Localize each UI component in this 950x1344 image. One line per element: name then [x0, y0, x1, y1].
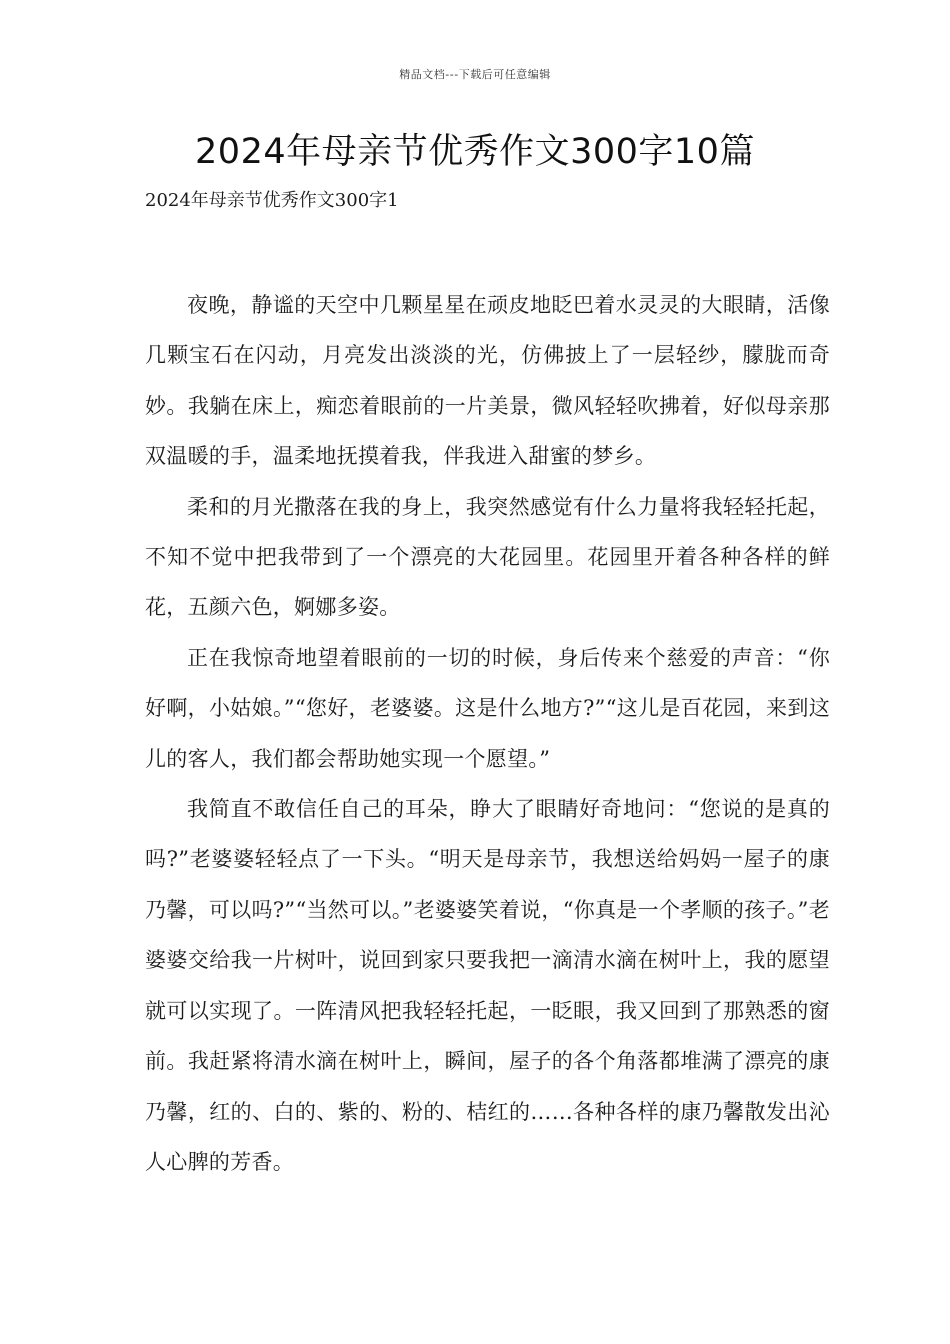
article-body [145, 280, 830, 1187]
document-title: 2024年母亲节优秀作文300字10篇 [195, 132, 755, 172]
paragraph: 夜晚，静谧的天空中几颗星星在顽皮地眨巴着水灵灵的大眼睛，活像几颗宝石在闪动，月亮发出淡淡的光，仿佛披上了一层轻纱，朦胧而奇妙。我躺在床上，痴恋着眼前的一片美景，微风轻轻吹拂着，好似母亲那双温暖的手，温柔地抚摸着我，伴我进入甜蜜的梦乡。 [145, 293, 830, 469]
paragraph: 柔和的月光撒落在我的身上，我突然感觉有什么力量将我轻轻托起，不知不觉中把我带到了一个漂亮的大花园里。花园里开着各种各样的鲜花，五颜六色，婀娜多姿。 [145, 494, 830, 620]
paragraph: 我简直不敢信任自己的耳朵，睁大了眼睛好奇地问：“您说的是真的吗?”老婆婆轻轻点了一下头。“明天是母亲节，我想送给妈妈一屋子的康乃馨，可以吗?”“当然可以。”老婆婆笑着说，“你真是一个孝顺的孩子。”老婆婆交给我一片树叶，说回到家只要我把一滴清水滴在树叶上，我的愿望就可以实现了。一阵清风把我轻轻托起，一眨眼，我又回到了那熟悉的窗前。我赶紧将清水滴在树叶上，瞬间，屋子的各个角落都堆满了漂亮的康乃馨，红的、白的、紫的、粉的、桔红的……各种各样的康乃馨散发出沁人心脾的芳香。 [145, 797, 830, 1174]
paragraph: 正在我惊奇地望着眼前的一切的时候，身后传来个慈爱的声音：“你好啊，小姑娘。”“您好，老婆婆。这是什么地方?”“这儿是百花园，来到这儿的客人，我们都会帮助她实现一个愿望。” [145, 645, 830, 771]
header-note: 精品文档---下载后可任意编辑 [399, 68, 551, 81]
section-subtitle: 2024年母亲节优秀作文300字1 [145, 190, 399, 211]
